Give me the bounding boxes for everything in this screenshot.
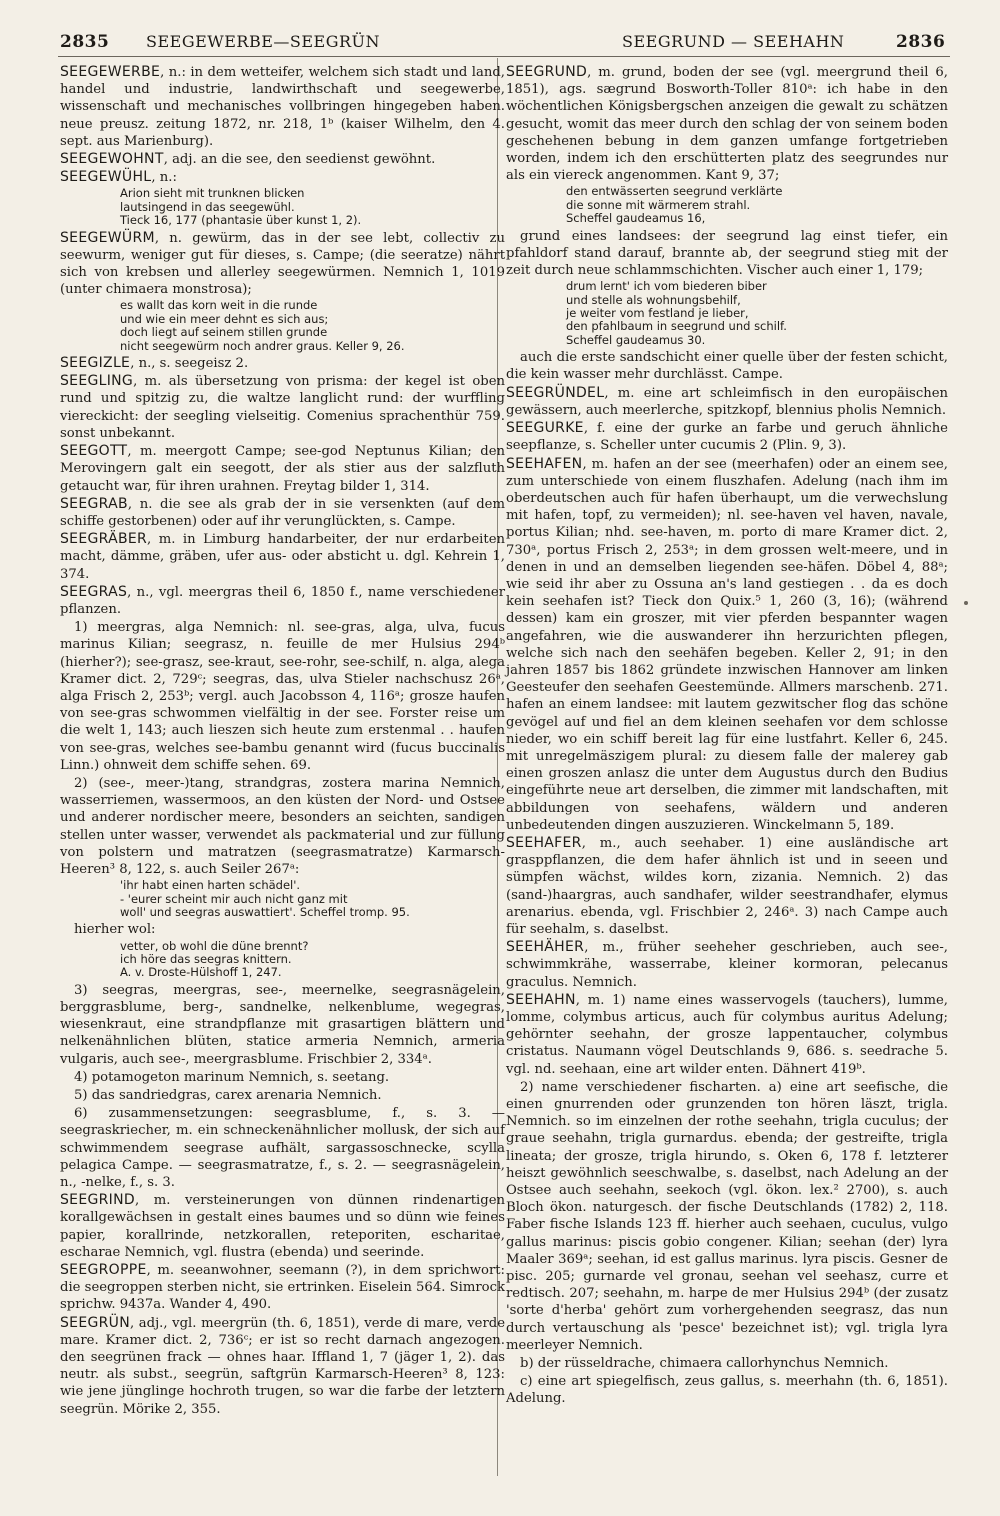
dictionary-entry [60,982,505,1068]
margin-mark [964,601,968,605]
entry-headword: SEEHÄHER [506,939,585,956]
dictionary-entry [60,531,505,583]
entry-text: , m. hafen an der see (meerhafen) oder an einem see, zum unterschiede von einem fluszhafen. Adelung (nach ihm im oberdeutschen auch für hafen überhaupt, um die verwechslung mit hafen, topf, zu vermeiden); nl. see-haven vel haven, navale, portus Kilian; nhd. see-haven, m. porto di mare Kramer dict. 2, 730ᵃ, portus Frisch 2, 253ᵃ; in dem grossen welt-meere, und in denen in und an demselben liegenden see-häfen. Döbel 4, 88ᵃ; wie seid ihr aber zu Ossuna an's land gestiegen . . da es doch kein seehafen ist? Tieck don Quix.⁵ 1, 260 (3, 16); (während dessen) kam ein groszer, mit vier pferden bespannter wagen angefahren, wie die auswanderer ihn herzurichten pflegen, welche sich nach den seehäfen begeben. Keller 2, 91; in den jahren 1857 bis 1862 gründete inzwischen Hannover am linken Geesteufer den seehafen Geestemünde. Allmers marschenb. 271. hafen an einem landsee: mit lautem gezwitscher flog das schöne gevögel auf und fiel an dem kleinen seehafen vor dem schlosse nieder, wo ein schiff bereit lag für eine lustfahrt. Keller 6, 245. mit unregelmäszigem plural: zu diesem falle der malerey gab einen groszen anlasz die unter dem Augustus durch den Budius eingeführte neue art derselben, die zimmer mit landschaften, mit abbildungen von seehafens, wäldern und anderen unbedeutenden dingen auszuzieren. Winckelmann 5, 189. [506,456,948,833]
entry-text: 2) (see-, meer-)tang, strandgras, zostera marina Nemnich, wasserriemen, wassermoos, an den küsten der Nord- und Ostsee und anderer nordischer meere, besonders an seichten, sandigen stellen unter wasser, verwendet als packmaterial und zur füllung von polstern und matratzen (seegrasmatratze) Karmarsch-Heeren³ 8, 122, s. auch Seiler 267ᵃ: [60,775,505,877]
entry-text: 6) zusammensetzungen: seegrasblume, f., s. 3. — seegraskriecher, m. ein schneckenähnlicher mollusk, der sich auf schwimmendem seegrase aufhält, sargassoschnecke, scylla pelagica Campe. — seegrasmatratze, f., s. 2. — seegrasnägelein, n., -nelke, f., s. 3. [60,1106,505,1191]
entry-headword: SEEGURKE [506,420,584,437]
entry-headword: SEEGRÄBER [60,531,148,548]
entry-text: , n. die see als grab der in sie versenkten (auf dem schiffe gestorbenen) oder auf ihr verunglückten, s. Campe. [60,496,505,529]
entry-headword: SEEGRÜN [60,1314,130,1331]
dictionary-entry [506,456,948,834]
dictionary-entry [506,1079,948,1354]
dictionary-entry [506,420,948,454]
dictionary-entry [60,584,505,618]
dictionary-entry [506,228,948,280]
left-running-head: SEEGEWERBE—SEEGRÜN [146,32,381,51]
dictionary-entry [60,1105,505,1191]
entry-text: , f. eine der gurke an farbe und geruch ähnliche seepflanze, s. Scheller unter cucumis 2 (Plin. 9, 3). [506,421,948,454]
dictionary-entry [60,169,505,186]
entry-headword: SEEGIZLE [60,355,131,372]
entry-headword: SEEGROPPE [60,1262,147,1279]
entry-text: , n., vgl. meergras theil 6, 1850 f., name verschiedener pflanzen. [60,584,505,617]
dictionary-entry [60,373,505,442]
dictionary-entry [60,443,505,495]
entry-headword: SEEGRUND [506,64,588,80]
entry-headword: SEEGRAB [60,495,128,512]
entry-text: , n., s. seegeisz 2. [130,356,249,372]
dictionary-entry [506,64,948,184]
quotation-block: Arion sieht mit trunknen blicken lautsingend in das seegewühl. Tieck 16, 177 (phantasie über kunst 1, 2). [120,186,362,228]
entry-text: 3) seegras, meergras, see-, meernelke, seegrasnägelein, berggrasblume, berg-, sandnelke, nelkenblume, wegegras, wiesenkraut, eine strandpflanze mit grasartigen blättern und nelkenähnlichen blüten, statice armeria Nemnich, armeria vulgaris, auch see-, meergrasblume. Frischbier 2, 334ᵃ. [60,982,505,1067]
entry-text: , n.: in dem wetteifer, welchem sich stadt und land, handel und industrie, landwirthschaft und seegewerbe, wissenschaft und mechanisches vollbringen hingegeben haben. neue preusz. zeitung 1872, nr. 218, 1ᵇ (kaiser Wilhelm, den 4. sept. aus Marienburg). [60,65,505,149]
entry-text: , m. in Limburg handarbeiter, der nur erdarbeiten macht, dämme, gräben, ufer aus- oder absticht u. dgl. Kehrein 1, 374. [60,532,505,582]
left-column [60,64,505,1418]
entry-text: hierher wol: [74,922,156,938]
entry-text: , n.: [151,170,177,186]
entry-text: 5) das sandriedgras, carex arenaria Nemnich. [74,1088,382,1104]
entry-text: , m. eine art schleimfisch in den europäischen gewässern, auch meerlerche, spitzkopf, blennius pholis Nemnich. [506,385,948,418]
dictionary-entry [506,1355,948,1372]
entry-headword: SEEGLING [60,373,134,390]
right-page-number: 2836 [896,32,946,52]
entry-headword: SEEHAFER [506,834,582,851]
dictionary-entry [60,355,505,372]
right-running-head: SEEGRUND — SEEHAHN [622,32,845,51]
dictionary-entry [60,1069,505,1086]
entry-headword: SEEGRIND [60,1192,135,1209]
entry-headword: SEEGRÜNDEL [506,384,605,401]
entry-text: 4) potamogeton marinum Nemnich, s. seetang. [74,1069,390,1085]
right-column [506,64,948,1408]
dictionary-entry [60,151,505,168]
entry-text: , m. als übersetzung von prisma: der kegel ist oben rund und spitzig zu, die waltze langlicht rund: der wurffling viereckicht: der seegling vielseitig. Comenius sprachenthür 759. sonst unbekannt. [60,374,505,441]
entry-text: , m. seeanwohner, seemann (?), in dem sprichwort: die seegroppen sterben nicht, sie ertrinken. Eiselein 564. Simrock sprichw. 9437a. Wander 4, 490. [60,1263,505,1313]
entry-headword: SEEGRAS [60,583,128,600]
entry-text: grund eines landsees: der seegrund lag einst tiefer, ein pfahldorf stand darauf, brannte ab, der seegrund stieg mit der zeit durch neue schlammschichten. Vischer auch einer 1, 179; [506,228,948,279]
dictionary-entry [60,230,505,299]
entry-text: , m. grund, boden der see (vgl. meergrund theil 6, 1851), ags. sægrund Bosworth-Toller 810ᵃ: ich habe in den wöchentlichen Königsbergschen anzeigen die gewalt zu schätzen gesucht, womit das meer durch den schlag der von seinem boden geschehenen bebung in dem ganzen umfange fortgetrieben worden, indem ich den erschütterten platz des seegrundes nur als ein viereck angenommen. Kant 9, 37; [506,65,948,184]
entry-headword: SEEGEWOHNT [60,151,164,168]
quotation-block: den entwässerten seegrund verklärte die sonne mit wärmerem strahl. Scheffel gaudeamus 16, [566,184,783,226]
entry-text: 2) name verschiedener fischarten. a) eine art seefische, die einen gnurrenden oder grunzenden ton hören läszt, trigla. Nemnich. so im einzelnen der rothe seehahn, trigla cuculus; der graue seehahn, trigla gurnardus. ebenda; der gestreifte, trigla lineata; der grosze, trigla hirundo, s. Oken 6, 178 f. letzterer heiszt gewöhnlich seeschwalbe, s. daselbst, nach Adelung an der Ostsee auch seehahn, seekoch (vgl. ökon. lex.² 2700), s. auch Bloch ökon. naturgesch. der fische Deutschlands (1782) 2, 118. Faber fische Islands 123 ff. hierher auch seehaen, cuculus, vulgo gallus marinus: piscis gobio congener. Kilian; seehan (der) lyra Maaler 369ᵃ; seehan, id est gallus marinus. lyra piscis. Gesner de pisc. 205; gurnarde vel gronau, seehan vel seehasz, curre et redtisch. 207; seehahn, m. harpe de mer Hulsius 294ᵇ (der zusatz 'sorte d'herba' gehört zum vorhergehenden seegrasz, das nun durch vertauschung als 'pesce' bezeichnet ist); vgl. trigla lyra meerleyer Nemnich. [506,1079,948,1353]
quotation-block: es wallt das korn weit in die runde und wie ein meer dehnt es sich aus; doch liegt auf seinem stillen grunde nicht seegewürm noch andrer graus. Keller 9, 26. [120,298,405,353]
dictionary-entry [506,1373,948,1407]
entry-text: , m., früher seeheher geschrieben, auch see-, schwimmkrähe, wasserrabe, kleiner kormoran, pelecanus graculus. Nemnich. [506,940,948,990]
entry-text: 1) meergras, alga Nemnich: nl. see-gras, alga, ulva, fucus marinus Kilian; seegrasz, n. feuille de mer Hulsius 294ᵇ (hierher?); see-grasz, see-kraut, see-rohr, see-schilf, n. alga, alega Kramer dict. 2, 729ᶜ; seegras, das, ulva Stieler nachschusz 26ᵃ, alga Frisch 2, 253ᵇ; vergl. auch Jacobsson 4, 116ᵃ; grosze haufen von see-gras schwommen vielfältig in der see. Forster reise um die welt 1, 143; auch lieszen sich heute zum erstenmal . . haufen von see-gras, welches see-bambu genannt wird (fucus buccinalis Linn.) ohnweit dem schiffe sehen. 69. [60,620,505,773]
dictionary-entry [60,1315,505,1418]
entry-headword: SEEGOTT [60,443,128,460]
entry-headword: SEEHAHN [506,991,576,1008]
dictionary-entry [60,921,505,938]
dictionary-entry [506,385,948,419]
quotation-block: vetter, ob wohl die düne brennt? ich höre das seegras knittern. A. v. Droste-Hülshoff 1, 247. [120,938,309,980]
entry-text: , adj., vgl. meergrün (th. 6, 1851), verde di mare, verde mare. Kramer dict. 2, 736ᶜ; er ist so recht darnach angezogen. den seegrünen frack — ohnes haar. Iffland 1, 7 (jäger 1, 2). das neutr. als subst., seegrün, saftgrün Karmarsch-Heeren³ 8, 123: wie jene jünglinge hochroth trugen, so war die farbe der letztern seegrün. Mörike 2, 355. [60,1315,505,1417]
entry-headword: SEEGEWÜRM [60,229,155,246]
entry-text: , m. meergott Campe; see-god Neptunus Kilian; den Merovingern galt ein seegott, der als stier aus der salzfluth getaucht war, für ihren urahnen. Freytag bilder 1, 314. [60,444,505,494]
quotation-block: 'ihr habt einen harten schädel'. - 'eurer scheint mir auch nicht ganz mit woll' und seegras auswattiert'. Scheffel tromp. 95. [120,878,410,919]
dictionary-entry [506,349,948,383]
entry-text: , adj. an die see, den seedienst gewöhnt. [163,152,436,168]
dictionary-entry [506,992,948,1078]
entry-headword: SEEGEWERBE [60,64,161,80]
quotation-block: drum lernt' ich vom biederen biber und stelle als wohnungsbehilf, je weiter vom festland je lieber, den pfahlbaum in seegrund und schilf. Scheffel gaudeamus 30. [566,279,787,347]
dictionary-entry [506,939,948,991]
entry-headword: SEEGEWÜHL [60,169,152,186]
entry-headword: SEEHAFEN [506,455,583,472]
entry-text: , m. 1) name eines wasservogels (tauchers), lumme, lomme, colymbus articus, auch für colymbus auritus Adelung; gehörnter seehahn, der grosze lappentaucher, colymbus cristatus. Naumann vögel Deutschlands 9, 686. s. seedrache 5. vgl. nd. seehaan, eine art wilder enten. Dähnert 419ᵇ. [506,992,948,1077]
dictionary-entry [60,1262,505,1314]
header-rule [58,56,950,57]
dictionary-entry [60,64,505,150]
dictionary-entry [60,1087,505,1104]
dictionary-entry [60,619,505,774]
entry-text: , m., auch seehaber. 1) eine ausländische art grasppflanzen, die dem hafer ähnlich ist und in seeen und sümpfen wächst, wildes korn, zizania. Nemnich. 2) das (sand-)haargras, auch sandhafer, wilder seestrandhafer, elymus arenarius. ebenda, vgl. Frischbier 2, 246ᵃ. 3) nach Campe auch für seehalm, s. daselbst. [506,835,948,937]
entry-text: , m. versteinerungen von dünnen rindenartigen korallgewächsen in gestalt eines baumes und so dünn wie feines papier, korallrinde, netzkorallen, reteporiten, escharitae, escharae Nemnich, vgl. flustra (ebenda) und seerinde. [60,1193,505,1260]
entry-text: b) der rüsseldrache, chimaera callorhynchus Nemnich. [520,1356,889,1372]
entry-text: , n. gewürm, das in der see lebt, collectiv zu seewurm, weniger gut für dieses, s. Campe; (die seeratze) nährt sich von krebsen und allerley seegewürmen. Nemnich 1, 1019 (unter chimaera monstrosa); [60,230,505,298]
dictionary-entry [60,775,505,878]
entry-text: auch die erste sandschicht einer quelle über der festen schicht, die kein wasser mehr durchlässt. Campe. [506,350,948,383]
dictionary-entry [60,1192,505,1261]
entry-text: c) eine art spiegelfisch, zeus gallus, s. meerhahn (th. 6, 1851). Adelung. [506,1374,948,1407]
dictionary-entry [506,835,948,938]
left-page-number: 2835 [60,32,110,52]
dictionary-entry [60,496,505,530]
